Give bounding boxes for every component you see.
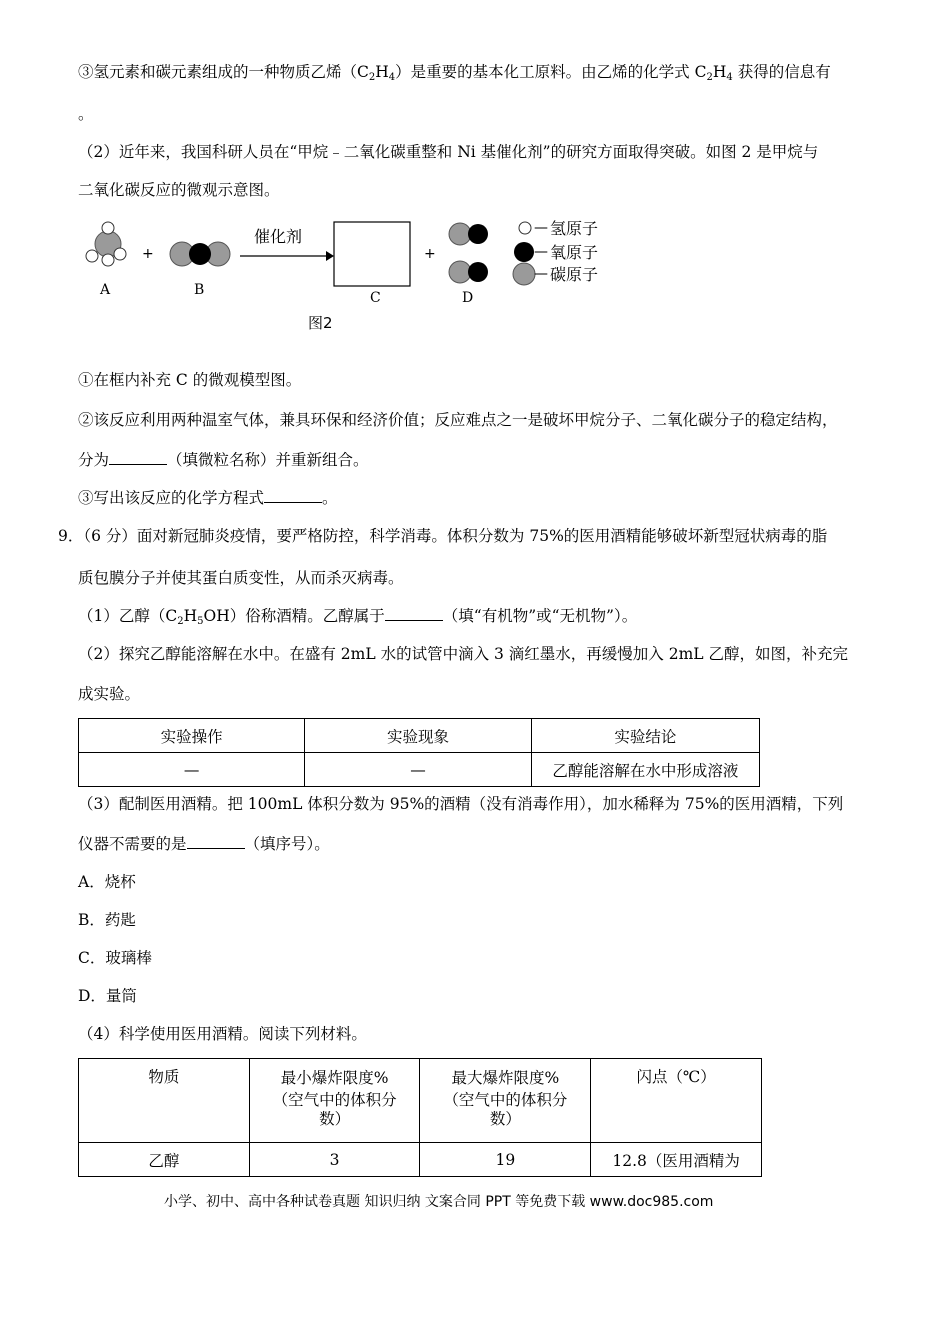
answer-blank[interactable] [187, 834, 245, 849]
catalyst-label: 催化剂 [254, 227, 303, 246]
label-c: C [370, 290, 381, 306]
answer-blank[interactable] [264, 488, 322, 503]
table-header: 闪点（℃） [591, 1059, 762, 1143]
question-9-3: （3）配制医用酒精。把 100mL 体积分数为 95%的酒精（没有消毒作用），加水稀释为 75%的医用酒精，下列 [78, 795, 844, 813]
table-cell: 19 [420, 1143, 591, 1177]
molecule-b [170, 242, 230, 266]
question-2-continued: 分为 （填微粒名称）并重新组合。 [78, 451, 369, 469]
arrow-head-icon [326, 251, 334, 261]
option-a[interactable]: A．烧杯 [78, 873, 136, 891]
legend-carbon: 碳原子 [550, 265, 599, 284]
table-header-max-limit: 最大爆炸限度% （空气中的体积分数） [420, 1059, 591, 1143]
legend-oxygen: 氧原子 [550, 243, 599, 262]
option-c[interactable]: C．玻璃棒 [78, 949, 152, 967]
legend [513, 219, 598, 285]
question-9-continued: 质包膜分子并使其蛋白质变性，从而杀灭病毒。 [78, 569, 404, 587]
formula-c2h4: $C_2H_4$ [694, 63, 733, 83]
label-d: D [462, 290, 474, 306]
table-header-min-limit: 最小爆炸限度% （空气中的体积分数） [249, 1059, 420, 1143]
question-9-2-continued: 成实验。 [78, 685, 141, 703]
molecule-d [449, 223, 488, 283]
svg-text:—: — [534, 244, 548, 260]
question-9-1: （1）乙醇$(C_2H_5OH)$俗称酒精。乙醇属于 （填“有机物”或“无机物”）。 [78, 607, 638, 627]
hydrogen-atom-icon [519, 222, 531, 234]
question-1: ①在框内补充 C 的微观模型图。 [78, 371, 302, 389]
table-cell-phenomenon[interactable]: — [305, 753, 531, 787]
table-cell: 3 [249, 1143, 420, 1177]
paragraph-ethylene [78, 62, 831, 82]
table-header: 实验现象 [305, 719, 531, 753]
option-b[interactable]: B．药匙 [78, 911, 136, 929]
formula-ethanol: $C_2H_5OH$ [165, 607, 230, 627]
carbon-atom-icon [513, 263, 535, 285]
period-line: 。 [78, 105, 94, 123]
question-3: ③写出该反应的化学方程式 。 [78, 489, 338, 507]
text-segment: ）是重要的基本化工原料。由乙烯的化学式 [395, 63, 695, 81]
figure-caption: 图2 [308, 314, 333, 332]
svg-text:—: — [534, 266, 548, 282]
reaction-diagram [78, 214, 638, 334]
plus-sign: + [142, 246, 154, 262]
question-number: 9． [58, 527, 84, 545]
answer-blank[interactable] [109, 450, 167, 465]
molecule-a [86, 222, 126, 266]
question-2: ②该反应利用两种温室气体，兼具环保和经济价值；反应难点之一是破坏甲烷分子、二氧化碳分子的稳定结构， [78, 411, 838, 429]
question-9: 9．（6 分）面对新冠肺炎疫情，要严格防控，科学消毒。体积分数为 75%的医用酒精能够破坏新型冠状病毒的脂 [58, 527, 828, 545]
oxygen-atom-icon [514, 242, 534, 262]
plus-sign: + [424, 246, 436, 262]
question-9-2: （2）探究乙醇能溶解在水中。在盛有 2mL 水的试管中滴入 3 滴红墨水，再缓慢加入 2mL 乙醇，如图，补充完 [78, 645, 848, 663]
answer-blank[interactable] [385, 606, 443, 621]
label-b: B [194, 282, 205, 298]
table-cell-conclusion: 乙醇能溶解在水中形成溶液 [531, 753, 759, 787]
question-9-4: （4）科学使用医用酒精。阅读下列材料。 [78, 1025, 367, 1043]
paragraph-methane-intro-2: 二氧化碳反应的微观示意图。 [78, 181, 280, 199]
experiment-table [78, 718, 760, 787]
paragraph-methane-intro: （2）近年来，我国科研人员在“甲烷﹣二氧化碳重整和 Ni 基催化剂”的研究方面取得突破。如图 2 是甲烷与 [78, 143, 819, 161]
question-9-3-continued: 仪器不需要的是 （填序号）。 [78, 835, 330, 853]
table-cell-operation[interactable]: — [79, 753, 305, 787]
legend-hydrogen: 氢原子 [550, 219, 599, 238]
table-header: 实验结论 [531, 719, 759, 753]
option-d[interactable]: D．量筒 [78, 987, 137, 1005]
table-cell: 12.8（医用酒精为 [591, 1143, 762, 1177]
table-header: 物质 [79, 1059, 250, 1143]
text-segment: 获得的信息有 [732, 63, 831, 81]
answer-box-c[interactable] [334, 222, 410, 286]
label-a: A [100, 282, 111, 298]
material-table [78, 1058, 762, 1177]
table-cell: 乙醇 [79, 1143, 250, 1177]
formula-c2h4: $C_2H_4$ [357, 63, 396, 83]
svg-text:—: — [534, 220, 548, 236]
table-header: 实验操作 [79, 719, 305, 753]
text-segment: ③氢元素和碳元素组成的一种物质乙烯（ [78, 63, 358, 81]
page-footer: 小学、初中、高中各种试卷真题 知识归纳 文案合同 PPT 等免费下载 www.doc985.com [164, 1194, 714, 1210]
